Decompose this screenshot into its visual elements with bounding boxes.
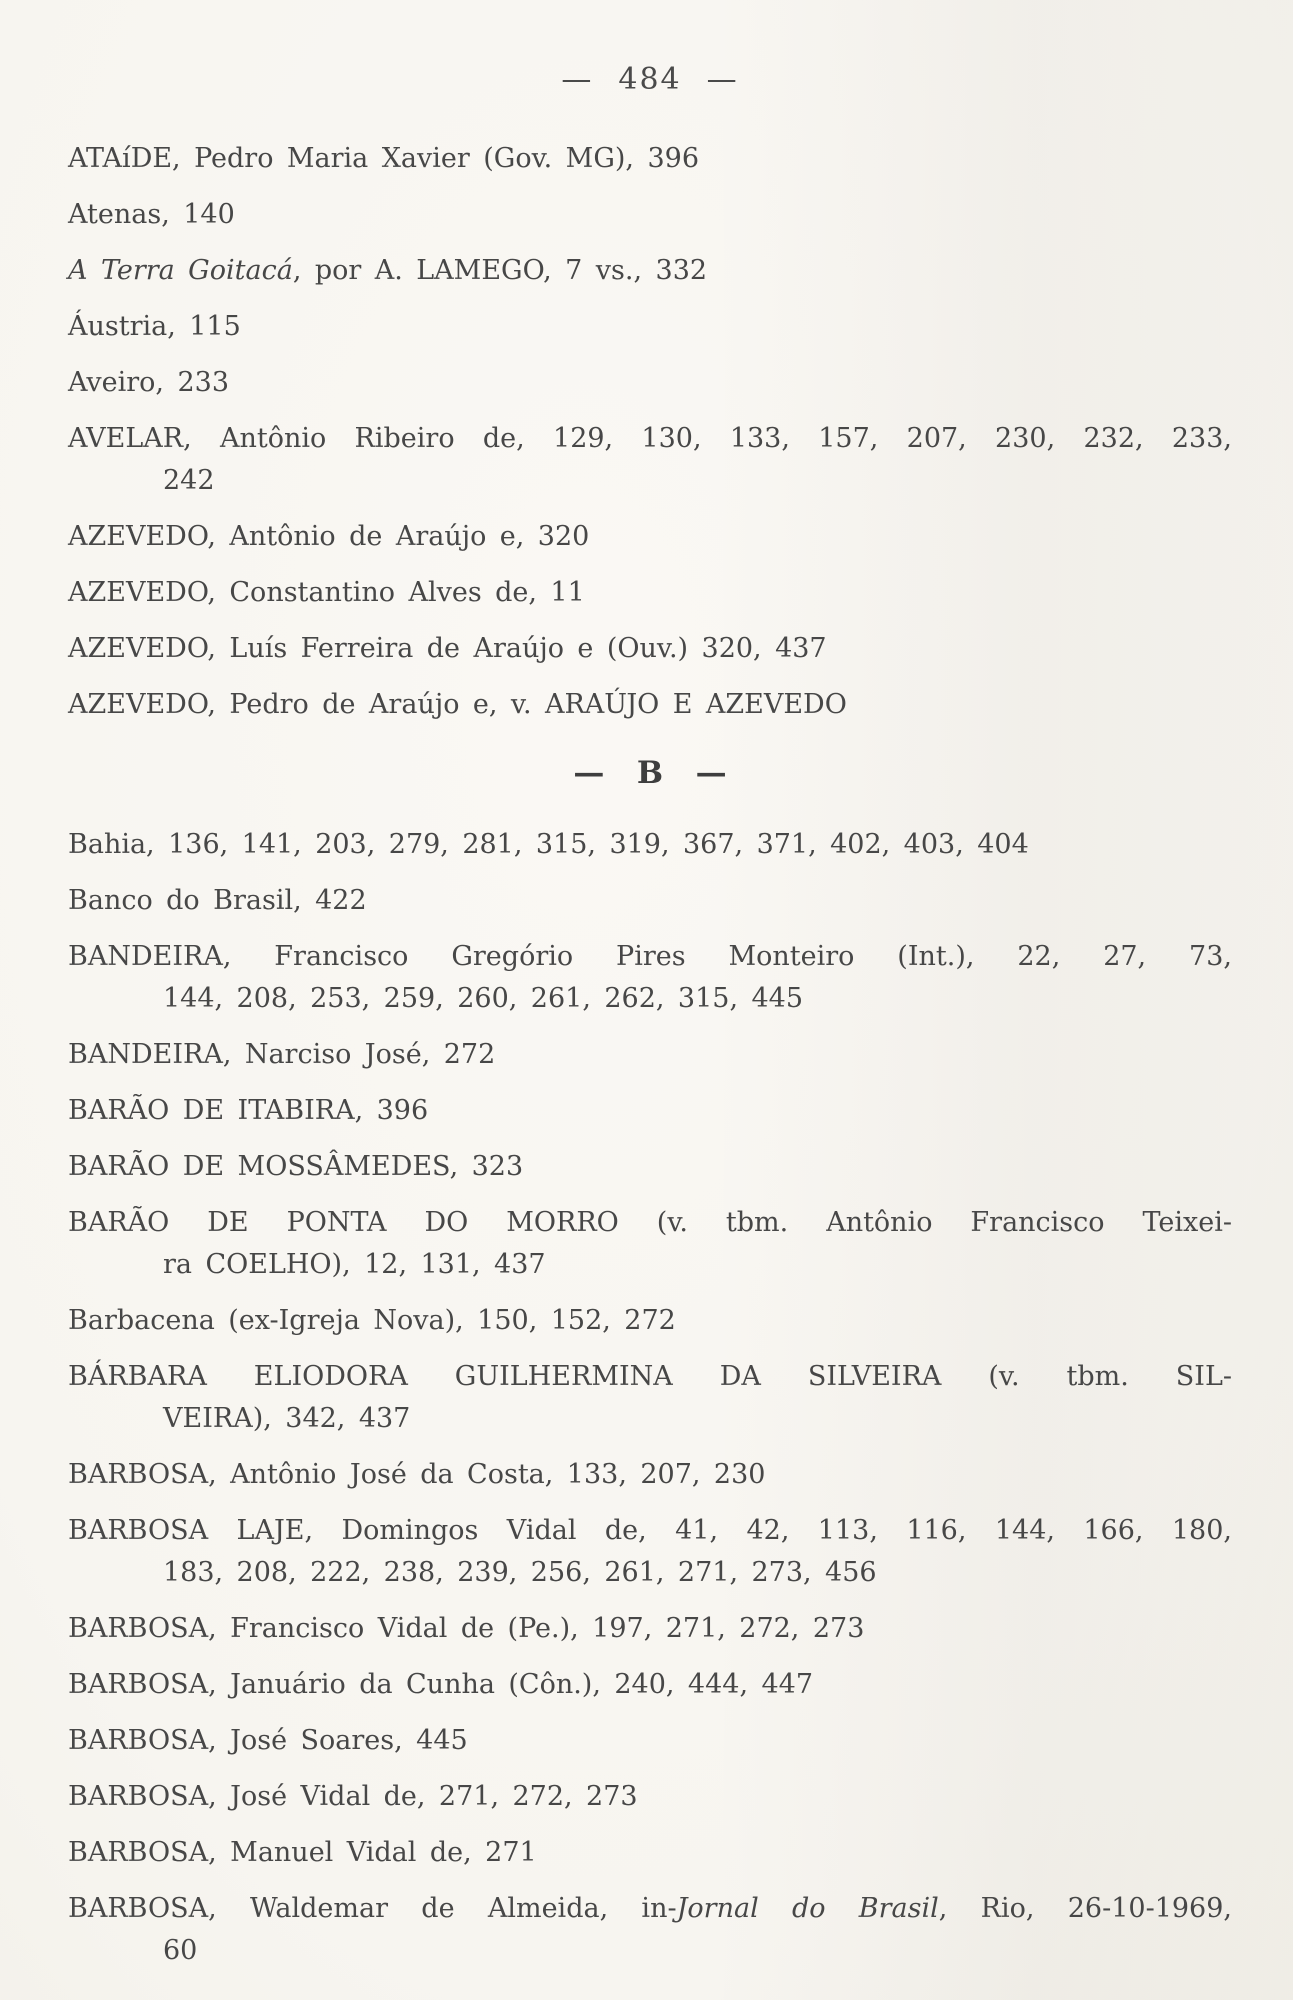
entry-line xyxy=(68,572,1232,614)
entry-line xyxy=(68,1146,1232,1188)
entry-line xyxy=(68,1510,1232,1552)
entry-line xyxy=(68,628,1232,670)
entry-line xyxy=(68,194,1232,236)
entry-line xyxy=(68,1608,1232,1650)
entry-text: ATAíDE, Pedro Maria Xavier (Gov. MG), 396 xyxy=(68,143,699,174)
entry-text: Bahia, 136, 141, 203, 279, 281, 315, 319, 367, 371, 402, 403, 404 xyxy=(68,829,1029,860)
entry-text: AZEVEDO, Antônio de Araújo e, 320 xyxy=(68,521,590,552)
index-entry xyxy=(68,1776,1232,1818)
index-entry xyxy=(68,1090,1232,1132)
entry-continuation-line xyxy=(163,978,1232,1020)
index-entry xyxy=(68,1888,1232,1972)
entry-line xyxy=(68,362,1232,404)
entry-text: AVELAR, Antônio Ribeiro de, 129, 130, 133, 157, 207, 230, 232, 233, xyxy=(68,423,1232,454)
index-entry xyxy=(68,628,1232,670)
entry-text-italic: A Terra Goitacá xyxy=(68,255,293,286)
entry-text: , Rio, 26-10-1969, xyxy=(938,1893,1232,1924)
index-entry xyxy=(68,1664,1232,1706)
index-entry xyxy=(68,516,1232,558)
page-number: — 484 — xyxy=(561,62,739,97)
entry-text: BÁRBARA ELIODORA GUILHERMINA DA SILVEIRA (v. tbm. SIL- xyxy=(68,1361,1232,1392)
index-entry xyxy=(68,250,1232,292)
index-entry xyxy=(68,880,1232,922)
entry-text: BARBOSA, Januário da Cunha (Côn.), 240, 444, 447 xyxy=(68,1669,814,1700)
entry-text: Aveiro, 233 xyxy=(68,367,229,398)
index-entry xyxy=(68,936,1232,1020)
entry-line xyxy=(68,1454,1232,1496)
entry-continuation-line xyxy=(163,460,1232,502)
entry-text: BARBOSA, Francisco Vidal de (Pe.), 197, 271, 272, 273 xyxy=(68,1613,865,1644)
entry-text: AZEVEDO, Constantino Alves de, 11 xyxy=(68,577,585,608)
entry-text: BARBOSA, Antônio José da Costa, 133, 207, 230 xyxy=(68,1459,766,1490)
entry-text: BANDEIRA, Narciso José, 272 xyxy=(68,1039,496,1070)
entry-line xyxy=(68,684,1232,726)
entry-line xyxy=(68,250,1232,292)
entry-line xyxy=(68,1776,1232,1818)
entry-text: Atenas, 140 xyxy=(68,199,235,230)
index-entry xyxy=(68,1608,1232,1650)
index-entry xyxy=(68,1146,1232,1188)
entry-text: BARÃO DE ITABIRA, 396 xyxy=(68,1095,429,1126)
entry-text: ra COELHO), 12, 131, 437 xyxy=(163,1249,546,1280)
entry-text: BARBOSA LAJE, Domingos Vidal de, 41, 42, 113, 116, 144, 166, 180, xyxy=(68,1515,1232,1546)
entry-text: BARÃO DE MOSSÂMEDES, 323 xyxy=(68,1151,524,1182)
entry-text: BARBOSA, José Vidal de, 271, 272, 273 xyxy=(68,1781,638,1812)
entry-line xyxy=(68,1832,1232,1874)
entry-continuation-line xyxy=(163,1930,1232,1972)
entry-text: 144, 208, 253, 259, 260, 261, 262, 315, 445 xyxy=(163,983,804,1014)
index-entry xyxy=(68,1356,1232,1440)
entry-text: VEIRA), 342, 437 xyxy=(163,1403,411,1434)
entry-line xyxy=(68,418,1232,460)
entry-text: 242 xyxy=(163,465,215,496)
index-entry xyxy=(68,1202,1232,1286)
index-entry xyxy=(68,418,1232,502)
index-entry xyxy=(68,362,1232,404)
entry-line xyxy=(68,1034,1232,1076)
entry-line xyxy=(68,1300,1232,1342)
section-header-b: — B — xyxy=(573,755,727,791)
entry-line xyxy=(68,306,1232,348)
entry-text-italic: Jornal do Brasil xyxy=(676,1893,939,1924)
entry-line xyxy=(68,1356,1232,1398)
entry-text: AZEVEDO, Pedro de Araújo e, v. ARAÚJO E AZEVEDO xyxy=(68,689,847,720)
entry-line xyxy=(68,138,1232,180)
index-entry xyxy=(68,1832,1232,1874)
entry-continuation-line xyxy=(163,1552,1232,1594)
entry-text: BARBOSA, Waldemar de Almeida, in- xyxy=(68,1893,677,1924)
entry-line xyxy=(68,824,1232,866)
entry-line xyxy=(68,1202,1232,1244)
index-entry xyxy=(68,306,1232,348)
index-entry xyxy=(68,1454,1232,1496)
entry-continuation-line xyxy=(163,1244,1232,1286)
entry-line xyxy=(68,880,1232,922)
entry-text: 183, 208, 222, 238, 239, 256, 261, 271, 273, 456 xyxy=(163,1557,877,1588)
entry-text: BARBOSA, Manuel Vidal de, 271 xyxy=(68,1837,537,1868)
entry-text: Banco do Brasil, 422 xyxy=(68,885,367,916)
entry-line xyxy=(68,1720,1232,1762)
entry-text: Barbacena (ex-Igreja Nova), 150, 152, 272 xyxy=(68,1305,676,1336)
entry-text: Áustria, 115 xyxy=(68,311,241,342)
index-entry xyxy=(68,1510,1232,1594)
index-section-b xyxy=(68,824,1232,1972)
index-entry xyxy=(68,1034,1232,1076)
entry-line xyxy=(68,1090,1232,1132)
index-section-a xyxy=(68,138,1232,726)
entry-text: BARBOSA, José Soares, 445 xyxy=(68,1725,468,1756)
entry-line xyxy=(68,516,1232,558)
index-entry xyxy=(68,572,1232,614)
index-entry xyxy=(68,1300,1232,1342)
entry-text: AZEVEDO, Luís Ferreira de Araújo e (Ouv.) 320, 437 xyxy=(68,633,827,664)
index-entry xyxy=(68,1720,1232,1762)
entry-continuation-line xyxy=(163,1398,1232,1440)
index-entry xyxy=(68,194,1232,236)
entry-text: 60 xyxy=(163,1935,198,1966)
entry-line xyxy=(68,1888,1232,1930)
index-entry xyxy=(68,824,1232,866)
entry-line xyxy=(68,936,1232,978)
entry-text: , por A. LAMEGO, 7 vs., 332 xyxy=(292,255,708,286)
index-entry xyxy=(68,684,1232,726)
entry-line xyxy=(68,1664,1232,1706)
entry-text: BANDEIRA, Francisco Gregório Pires Monteiro (Int.), 22, 27, 73, xyxy=(68,941,1232,972)
index-entry xyxy=(68,138,1232,180)
entry-text: BARÃO DE PONTA DO MORRO (v. tbm. Antônio Francisco Teixei- xyxy=(68,1207,1232,1238)
